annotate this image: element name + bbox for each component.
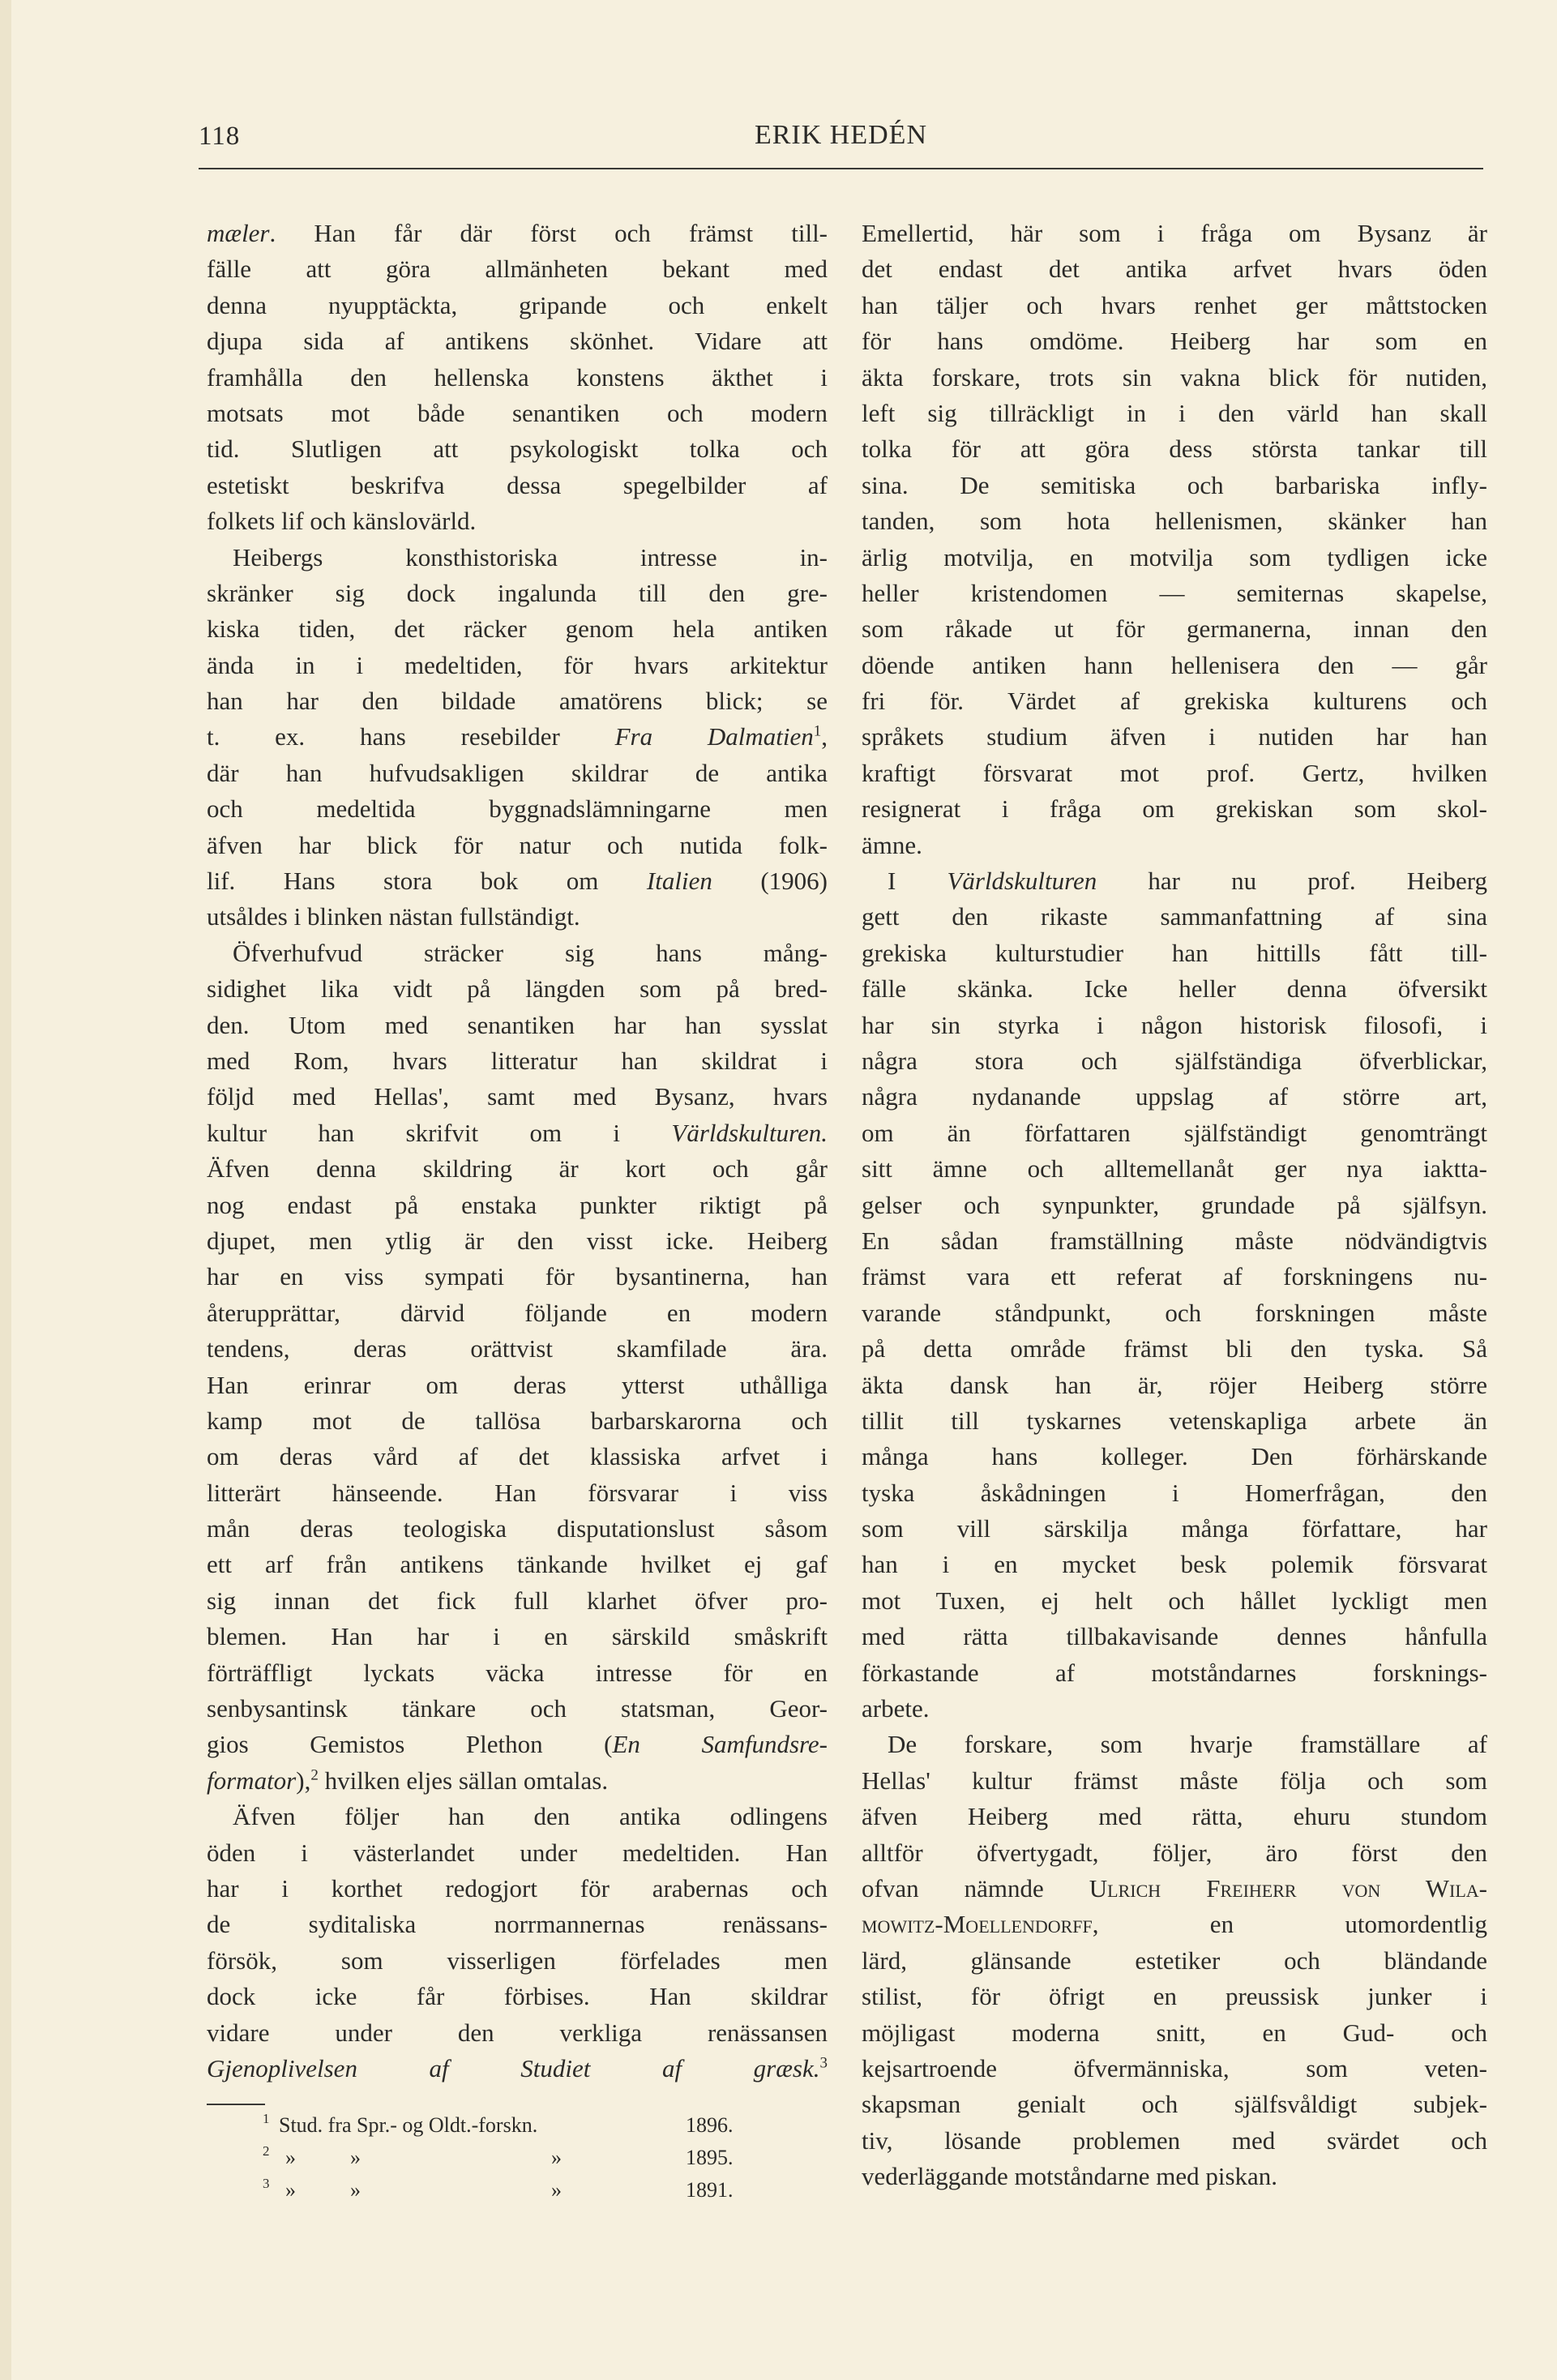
footnote-marker: 1 bbox=[813, 723, 822, 741]
text-line bbox=[207, 1763, 828, 1799]
text-run: ofvan nämnde bbox=[862, 1873, 1089, 1903]
text-run: som vill särskilja många författare, har bbox=[862, 1514, 1487, 1543]
text-line bbox=[862, 576, 1487, 611]
text-run: t. ex. hans resebilder bbox=[207, 722, 615, 751]
text-line bbox=[207, 1188, 828, 1223]
text-line bbox=[862, 611, 1487, 647]
text-run: om deras vård af det klassiska arfvet i bbox=[207, 1442, 828, 1471]
text-line bbox=[207, 323, 828, 359]
text-line bbox=[207, 683, 828, 719]
text-run: folkets lif och känslovärld. bbox=[207, 507, 477, 536]
footnote-year: 1891. bbox=[686, 2178, 734, 2202]
text-line bbox=[207, 1619, 828, 1654]
text-run: ända in i medeltiden, för hvars arkitektur bbox=[207, 650, 828, 679]
italic-text: En Samfundsre- bbox=[612, 1730, 828, 1759]
text-run: har sin styrka i någon historisk filosofi, i bbox=[862, 1010, 1487, 1039]
text-line bbox=[207, 1871, 828, 1907]
text-line bbox=[862, 360, 1487, 396]
text-run: ärlig motvilja, en motvilja som tydligen icke bbox=[862, 542, 1487, 571]
text-run: fälle skänka. Icke heller denna öfversikt bbox=[862, 974, 1487, 1004]
text-run: Han erinrar om deras ytterst uthålliga bbox=[207, 1370, 828, 1399]
text-line bbox=[207, 971, 828, 1007]
text-run: Äfven denna skildring är kort och går bbox=[207, 1154, 828, 1184]
text-run: han täljer och hvars renhet ger måttstocken bbox=[862, 290, 1487, 319]
text-line bbox=[862, 1979, 1487, 2014]
text-line bbox=[862, 1943, 1487, 1979]
text-line bbox=[207, 611, 828, 647]
text-line bbox=[862, 1655, 1487, 1691]
text-line bbox=[207, 791, 828, 827]
text-run: denna nyupptäckta, gripande och enkelt bbox=[207, 290, 828, 319]
text-line bbox=[862, 971, 1487, 1007]
text-run: några nydanande uppslag af större art, bbox=[862, 1082, 1487, 1111]
text-line bbox=[207, 1799, 828, 1834]
text-run: sina. De semitiska och barbariska infly- bbox=[862, 470, 1487, 499]
text-run: tillit till tyskarnes vetenskapliga arbete än bbox=[862, 1406, 1487, 1435]
footnote-year: 1895. bbox=[686, 2146, 734, 2169]
text-run: Emellertid, här som i fråga om Bysanz är bbox=[862, 219, 1487, 247]
text-line bbox=[207, 1943, 828, 1979]
text-run: mowitz-Moellendorff bbox=[862, 1910, 1093, 1939]
text-run: äfven Heiberg med rätta, ehuru stundom bbox=[862, 1802, 1487, 1831]
text-run: grekiska kulturstudier han hittills fått till- bbox=[862, 938, 1487, 967]
text-line bbox=[862, 503, 1487, 539]
text-line bbox=[207, 1439, 828, 1475]
text-run: Heibergs konsthistoriska intresse in- bbox=[233, 542, 828, 571]
text-line bbox=[862, 1008, 1487, 1043]
text-line bbox=[862, 1475, 1487, 1511]
text-run: motsats mot både senantiken och modern bbox=[207, 398, 828, 427]
text-line bbox=[862, 1907, 1487, 1942]
text-run: förkastande af motståndarnes forsknings- bbox=[862, 1658, 1487, 1687]
text-line bbox=[862, 216, 1487, 251]
footnote bbox=[0, 2174, 1557, 2207]
text-run: tyska åskådningen i Homerfrågan, den bbox=[862, 1478, 1487, 1507]
text-run: Ulrich Freiherr von Wila- bbox=[1089, 1873, 1487, 1903]
text-run: försök, som visserligen förfelades men bbox=[207, 1946, 828, 1975]
text-run: Hellas' kultur främst måste följa och som bbox=[862, 1766, 1487, 1795]
text-line bbox=[207, 360, 828, 396]
text-run: kultur han skrifvit om i bbox=[207, 1118, 672, 1147]
text-run: och medeltida byggnadslämningarne men bbox=[207, 794, 828, 824]
italic-text: formator bbox=[207, 1766, 297, 1795]
text-run: förträffligt lyckats väcka intresse för en bbox=[207, 1658, 828, 1687]
text-line bbox=[862, 468, 1487, 503]
header-rule bbox=[199, 168, 1483, 169]
text-run: fälle att göra allmänheten bekant med bbox=[207, 255, 828, 284]
footnote-number: 1 bbox=[263, 2111, 270, 2126]
text-run: skränker sig dock ingalunda till den gre- bbox=[207, 578, 828, 607]
footnote-text: Stud. fra Spr.- og Oldt.-forskn. bbox=[279, 2113, 538, 2137]
text-line bbox=[862, 1079, 1487, 1115]
footnote-number: 2 bbox=[263, 2143, 270, 2159]
page-number: 118 bbox=[199, 122, 241, 151]
footnote bbox=[0, 2109, 1557, 2142]
text-line bbox=[207, 1368, 828, 1403]
italic-text: mæler bbox=[207, 219, 270, 247]
text-line bbox=[862, 1547, 1487, 1582]
text-line bbox=[207, 216, 828, 251]
text-run: mån deras teologiska disputationslust såsom bbox=[207, 1514, 828, 1543]
text-run: , en utomordentlig bbox=[1092, 1910, 1487, 1939]
text-line bbox=[862, 719, 1487, 755]
text-line bbox=[862, 935, 1487, 971]
text-run: djupa sida af antikens skönhet. Vidare att bbox=[207, 327, 828, 356]
text-line bbox=[207, 1727, 828, 1762]
ditto-mark: » bbox=[551, 2146, 562, 2169]
footnote-rule bbox=[207, 2104, 265, 2105]
text-run: sitt ämne och alltemellanåt ger nya iaktta- bbox=[862, 1154, 1487, 1184]
text-line bbox=[207, 1979, 828, 2014]
text-run: vidare under den verkliga renässansen bbox=[207, 2018, 828, 2047]
text-line bbox=[862, 1727, 1487, 1762]
text-run: språkets studium äfven i nutiden har han bbox=[862, 722, 1487, 751]
italic-text: Gjenoplivelsen af Studiet af græsk. bbox=[207, 2053, 820, 2082]
footnote-marker: 3 bbox=[819, 2054, 828, 2072]
text-line bbox=[862, 648, 1487, 683]
text-run: främst vara ett referat af forskningens nu- bbox=[862, 1262, 1487, 1291]
text-line bbox=[862, 2051, 1487, 2087]
text-line bbox=[862, 431, 1487, 467]
text-run: äkta forskare, trots sin vakna blick för nutiden, bbox=[862, 362, 1487, 392]
page-edge bbox=[0, 0, 11, 2380]
text-line bbox=[862, 1295, 1487, 1331]
text-run: kamp mot de tallösa barbarskarorna och bbox=[207, 1406, 828, 1435]
text-run: framhålla den hellenska konstens äkthet i bbox=[207, 362, 828, 392]
text-line bbox=[862, 1439, 1487, 1475]
text-line bbox=[862, 251, 1487, 287]
text-run: med Rom, hvars litteratur han skildrat i bbox=[207, 1046, 828, 1075]
footnote-year: 1896. bbox=[686, 2113, 734, 2137]
text-run: . Han får där först och främst till- bbox=[269, 219, 828, 247]
text-run: stilist, för öfrigt en preussisk junker i bbox=[862, 1982, 1487, 2011]
text-run: många hans kolleger. Den förhärskande bbox=[862, 1442, 1487, 1471]
text-run: , bbox=[821, 722, 828, 751]
text-line bbox=[862, 1223, 1487, 1259]
ditto-mark: » bbox=[285, 2146, 296, 2169]
text-run: De forskare, som hvarje framställare af bbox=[888, 1730, 1487, 1759]
italic-text: Italien bbox=[646, 867, 712, 896]
ditto-mark: » bbox=[350, 2178, 361, 2202]
text-line bbox=[207, 1331, 828, 1367]
text-line bbox=[207, 899, 828, 935]
running-title: ERIK HEDÉN bbox=[754, 120, 928, 150]
text-line bbox=[862, 288, 1487, 323]
text-line bbox=[207, 935, 828, 971]
text-run: left sig tillräckligt in i den värld han skall bbox=[862, 398, 1487, 427]
text-run: kraftigt försvarat mot prof. Gertz, hvilken bbox=[862, 758, 1487, 787]
italic-text: Världskulturen bbox=[947, 867, 1097, 896]
text-run: ett arf från antikens tänkande hvilket ej gaf bbox=[207, 1550, 828, 1579]
ditto-mark: » bbox=[350, 2146, 361, 2169]
text-line bbox=[207, 468, 828, 503]
text-run: tiv, lösande problemen med svärdet och bbox=[862, 2125, 1487, 2155]
text-line bbox=[862, 828, 1487, 863]
text-line bbox=[862, 1368, 1487, 1403]
text-run: möjligast moderna snitt, en Gud- och bbox=[862, 2018, 1487, 2047]
text-run: lif. Hans stora bok om bbox=[207, 867, 647, 896]
text-line bbox=[862, 1871, 1487, 1907]
text-run: En sådan framställning måste nödvändigtvis bbox=[862, 1226, 1487, 1255]
text-line bbox=[862, 323, 1487, 359]
text-run: djupet, men ytlig är den visst icke. Heiberg bbox=[207, 1226, 828, 1255]
text-run: alltför öfvertygadt, följer, äro först den bbox=[862, 1838, 1487, 1867]
text-line bbox=[862, 1115, 1487, 1151]
text-run: ), bbox=[296, 1766, 311, 1795]
footnote bbox=[0, 2142, 1557, 2174]
text-run: det endast det antika arfvet hvars öden bbox=[862, 255, 1487, 284]
text-line bbox=[862, 756, 1487, 791]
text-line bbox=[862, 1619, 1487, 1654]
text-line bbox=[862, 1799, 1487, 1834]
text-run: estetiskt beskrifva dessa spegelbilder af bbox=[207, 470, 828, 499]
text-run: har nu prof. Heiberg bbox=[1097, 867, 1487, 896]
text-run: kejsartroende öfvermänniska, som veten- bbox=[862, 2053, 1487, 2082]
text-run: några stora och själfständiga öfverblickar, bbox=[862, 1046, 1487, 1075]
text-run: (1906) bbox=[712, 867, 828, 896]
text-run: dock icke får förbises. Han skildrar bbox=[207, 1982, 828, 2011]
text-run: de syditaliska norrmannernas renässans- bbox=[207, 1910, 828, 1939]
text-line bbox=[207, 1259, 828, 1295]
text-run: återupprättar, därvid följande en modern bbox=[207, 1298, 828, 1327]
text-run: om än författaren själfständigt genomträngt bbox=[862, 1118, 1487, 1147]
text-line bbox=[207, 251, 828, 287]
left-column bbox=[207, 216, 828, 2087]
text-run: har en viss sympati för bysantinerna, han bbox=[207, 1262, 828, 1291]
text-run: han har den bildade amatörens blick; se bbox=[207, 687, 828, 716]
text-run: Öfverhufvud sträcker sig hans mång- bbox=[233, 938, 828, 967]
text-run: sidighet lika vidt på längden som på bred- bbox=[207, 974, 828, 1004]
text-line bbox=[862, 1259, 1487, 1295]
text-run: fri för. Värdet af grekiska kulturens och bbox=[862, 687, 1487, 716]
text-line bbox=[207, 540, 828, 576]
text-run: tid. Slutligen att psykologiskt tolka och bbox=[207, 434, 828, 464]
text-line bbox=[862, 683, 1487, 719]
text-line bbox=[207, 648, 828, 683]
right-column bbox=[862, 216, 1487, 2194]
text-run: han i en mycket besk polemik försvarat bbox=[862, 1550, 1487, 1579]
text-line bbox=[207, 1691, 828, 1727]
text-line bbox=[207, 1115, 828, 1151]
italic-text: Fra Dalmatien bbox=[614, 722, 814, 751]
text-run: gelser och synpunkter, grundade på själfsyn. bbox=[862, 1190, 1487, 1219]
text-line bbox=[207, 576, 828, 611]
text-line bbox=[207, 863, 828, 899]
text-line bbox=[862, 1043, 1487, 1079]
text-run: lärd, glänsande estetiker och bländande bbox=[862, 1946, 1487, 1975]
text-run: resignerat i fråga om grekiskan som skol- bbox=[862, 794, 1487, 824]
text-run: som råkade ut för germanerna, innan den bbox=[862, 614, 1487, 644]
text-line bbox=[207, 2015, 828, 2051]
text-line bbox=[207, 1008, 828, 1043]
text-run: har i korthet redogjort för arabernas och bbox=[207, 1873, 828, 1903]
text-line bbox=[862, 1151, 1487, 1187]
italic-text: Världskulturen. bbox=[671, 1118, 828, 1147]
text-line bbox=[862, 1511, 1487, 1547]
text-run: arbete. bbox=[862, 1694, 930, 1723]
text-line bbox=[862, 540, 1487, 576]
text-run: litterärt hänseende. Han försvarar i viss bbox=[207, 1478, 828, 1507]
text-line bbox=[207, 1547, 828, 1582]
text-run: Äfven följer han den antika odlingens bbox=[233, 1802, 828, 1831]
text-line bbox=[862, 1691, 1487, 1727]
text-line bbox=[207, 1043, 828, 1079]
text-run: tolka för att göra dess största tankar till bbox=[862, 434, 1487, 464]
text-line bbox=[207, 1655, 828, 1691]
text-line bbox=[862, 1331, 1487, 1367]
text-run: senbysantinsk tänkare och statsman, Geor- bbox=[207, 1694, 828, 1723]
text-line bbox=[207, 1295, 828, 1331]
text-run: tendens, deras orättvist skamfilade ära. bbox=[207, 1334, 828, 1363]
text-line bbox=[207, 1907, 828, 1942]
text-run: I bbox=[888, 867, 947, 896]
text-line bbox=[207, 431, 828, 467]
text-line bbox=[862, 2015, 1487, 2051]
text-run: sig innan det fick full klarhet öfver pro- bbox=[207, 1586, 828, 1615]
text-run: den. Utom med senantiken har han sysslat bbox=[207, 1010, 828, 1039]
text-line bbox=[862, 863, 1487, 899]
text-run: öden i västerlandet under medeltiden. Han bbox=[207, 1838, 828, 1867]
ditto-mark: » bbox=[285, 2178, 296, 2202]
text-line bbox=[207, 828, 828, 863]
text-line bbox=[862, 1403, 1487, 1439]
text-run: gios Gemistos Plethon ( bbox=[207, 1730, 613, 1759]
text-run: följd med Hellas', samt med Bysanz, hvars bbox=[207, 1082, 828, 1111]
text-line bbox=[207, 288, 828, 323]
text-run: vederläggande motståndarne med piskan. bbox=[862, 2162, 1278, 2191]
text-run: mot Tuxen, ej helt och hållet lyckligt men bbox=[862, 1586, 1487, 1615]
text-line bbox=[207, 1403, 828, 1439]
text-line bbox=[207, 1583, 828, 1619]
text-line bbox=[207, 1475, 828, 1511]
text-run: kiska tiden, det räcker genom hela antiken bbox=[207, 614, 828, 644]
text-line bbox=[862, 1583, 1487, 1619]
text-run: med rätta tillbakavisande dennes hånfulla bbox=[862, 1622, 1487, 1651]
text-line bbox=[207, 1511, 828, 1547]
text-run: äfven har blick för natur och nutida folk- bbox=[207, 830, 828, 859]
text-line bbox=[862, 1835, 1487, 1871]
text-run: blemen. Han har i en särskild småskrift bbox=[207, 1622, 828, 1651]
text-run: hvilken eljes sällan omtalas. bbox=[318, 1766, 609, 1795]
text-run: nog endast på enstaka punkter riktigt på bbox=[207, 1190, 828, 1219]
text-run: döende antiken hann hellenisera den — går bbox=[862, 650, 1487, 679]
footnote-marker: 2 bbox=[310, 1766, 319, 1784]
text-run: tanden, som hota hellenismen, skänker han bbox=[862, 507, 1487, 536]
text-run: på detta område främst bli den tyska. Så bbox=[862, 1334, 1487, 1363]
text-run: varande ståndpunkt, och forskningen måste bbox=[862, 1298, 1487, 1327]
text-line bbox=[862, 1763, 1487, 1799]
text-line bbox=[862, 791, 1487, 827]
text-line bbox=[207, 756, 828, 791]
text-line bbox=[207, 503, 828, 539]
footnote-number: 3 bbox=[263, 2176, 270, 2191]
text-run: äkta dansk han är, röjer Heiberg större bbox=[862, 1370, 1487, 1399]
text-run: där han hufvudsakligen skildrar de antika bbox=[207, 758, 828, 787]
text-line bbox=[862, 396, 1487, 431]
ditto-mark: » bbox=[551, 2178, 562, 2202]
text-line bbox=[862, 1188, 1487, 1223]
text-line bbox=[207, 719, 828, 755]
text-line bbox=[207, 1223, 828, 1259]
text-line bbox=[207, 1835, 828, 1871]
text-line bbox=[862, 899, 1487, 935]
text-line bbox=[207, 2051, 828, 2087]
text-run: för hans omdöme. Heiberg har som en bbox=[862, 327, 1487, 356]
text-run: gett den rikaste sammanfattning af sina bbox=[862, 902, 1487, 931]
text-run: utsåldes i blinken nästan fullständigt. bbox=[207, 902, 580, 931]
text-line bbox=[207, 1079, 828, 1115]
text-run: heller kristendomen — semiternas skapelse, bbox=[862, 578, 1487, 607]
text-run: skapsman genialt och själfsvåldigt subjek- bbox=[862, 2090, 1487, 2119]
text-run: ämne. bbox=[862, 830, 922, 859]
text-line bbox=[207, 1151, 828, 1187]
text-line bbox=[207, 396, 828, 431]
